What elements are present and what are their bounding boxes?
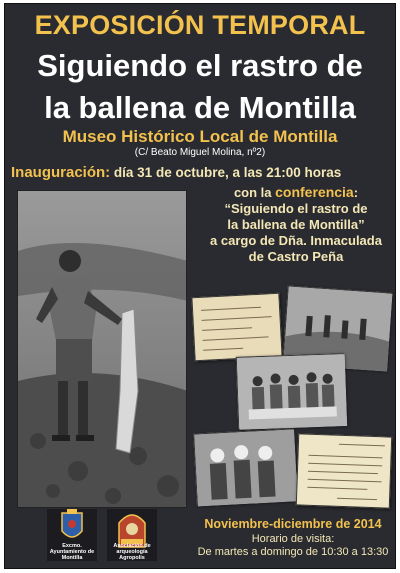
museum-address: (C/ Beato Miguel Molina, nº2) bbox=[134, 147, 266, 158]
exhibition-kicker: EXPOSICIÓN TEMPORAL bbox=[34, 10, 366, 40]
conference-line-5: de Castro Peña bbox=[248, 249, 344, 264]
document-collage bbox=[193, 289, 393, 511]
exhibition-dates: Noviembre-diciembre de 2014 bbox=[204, 517, 382, 531]
archaeology-association-logo bbox=[107, 509, 157, 561]
museum-name: Museo Histórico Local de Montilla bbox=[62, 127, 338, 146]
conference-colon: : bbox=[353, 185, 359, 200]
group-photo bbox=[236, 353, 346, 429]
town-hall-caption: Excmo. Ayuntamiento de Montilla bbox=[49, 543, 95, 561]
typed-letter bbox=[296, 433, 392, 508]
inauguration-label: Inauguración: bbox=[11, 164, 111, 181]
title-line-1: Siguiendo el rastro de bbox=[37, 48, 363, 83]
association-caption: Asociación de arqueología Agropolis bbox=[113, 543, 151, 561]
sponsor-logos bbox=[43, 509, 159, 563]
workers-photo bbox=[193, 428, 297, 505]
conference-prefix: con la bbox=[233, 185, 276, 200]
conference-line-3: la ballena de Montilla” bbox=[227, 217, 365, 232]
visiting-hours: De martes a domingo de 10:30 a 13:30 bbox=[197, 546, 389, 558]
handwritten-document bbox=[191, 293, 282, 362]
conference-line-4: a cargo de Dña. Inmaculada bbox=[210, 233, 382, 248]
boy-with-fossil-image bbox=[18, 191, 187, 508]
inauguration bbox=[11, 164, 341, 181]
title-line-2: la ballena de Montilla bbox=[44, 90, 356, 125]
visiting-hours-label: Horario de visita: bbox=[251, 533, 335, 545]
conference-line-2: “Siguiendo el rastro de bbox=[224, 201, 368, 216]
town-hall-logo bbox=[47, 509, 97, 561]
inauguration-details: día 31 de octubre, a las 21:00 horas bbox=[110, 165, 342, 180]
historic-photo bbox=[17, 190, 187, 508]
conference-highlight: conferencia bbox=[275, 184, 354, 200]
poster bbox=[4, 3, 396, 569]
conference-block bbox=[203, 184, 389, 265]
conference-line-1 bbox=[203, 184, 389, 201]
